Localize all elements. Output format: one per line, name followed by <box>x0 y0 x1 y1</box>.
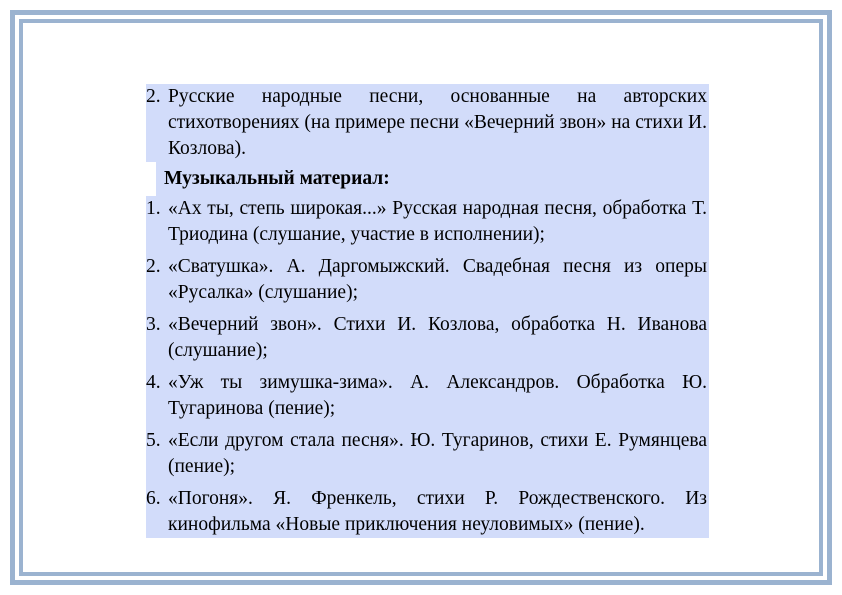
list-item-number: 6. <box>146 488 161 509</box>
list-item <box>146 312 709 364</box>
list-item-text: «Если другом стала песня». Ю. Тугаринов, стихи Е. Румянцева (пение); <box>168 430 707 477</box>
list-item <box>146 254 709 306</box>
list-item-text: «Вечерний звон». Стихи И. Козлова, обработка Н. Иванова (слушание); <box>168 314 707 361</box>
list-item <box>146 370 709 422</box>
list-item-text: «Сватушка». А. Даргомыжский. Свадебная песня из оперы «Русалка» (слушание); <box>168 256 707 303</box>
list-item-text: «Погоня». Я. Френкель, стихи Р. Рождественского. Из кинофильма «Новые приключения неуловимых» (пение). <box>168 488 707 535</box>
list-item-text: «Ах ты, степь широкая...» Русская народная песня, обработка Т. Триодина (слушание, участие в исполнении); <box>168 198 707 245</box>
intro-item-number: 2. <box>146 86 161 107</box>
intro-item <box>146 84 709 162</box>
list-item-text: «Уж ты зимушка-зима». А. Александров. Обработка Ю. Тугаринова (пение); <box>168 372 707 419</box>
list-item-number: 4. <box>146 372 161 393</box>
slide-text-block <box>146 84 709 538</box>
list-item-number: 2. <box>146 256 161 277</box>
list-item <box>146 486 709 538</box>
list-item-number: 3. <box>146 314 161 335</box>
intro-item-text: Русские народные песни, основанные на авторских стихотворениях (на примере песни «Вечерний звон» на стихи И. Козлова). <box>168 86 707 159</box>
heading-row <box>146 162 709 196</box>
list-item-number: 5. <box>146 430 161 451</box>
materials-heading: Музыкальный материал: <box>156 162 709 196</box>
list-item-number: 1. <box>146 198 161 219</box>
list-item <box>146 428 709 480</box>
list-item <box>146 196 709 248</box>
